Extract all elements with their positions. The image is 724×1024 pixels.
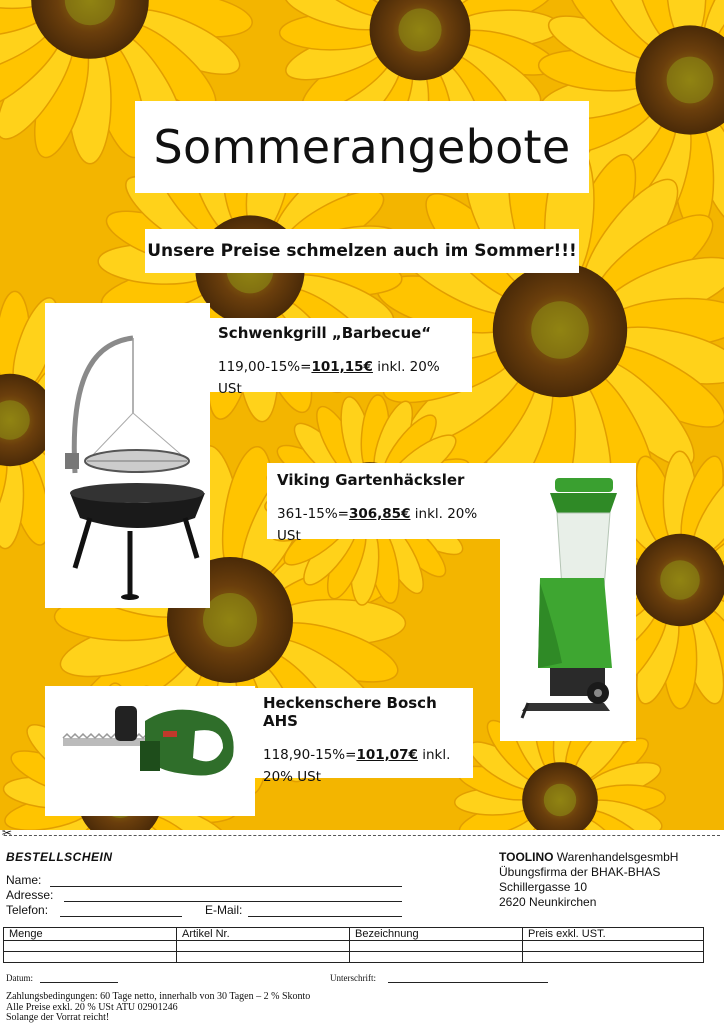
- product-price: 118,90-15%=101,07€ inkl. 20% USt: [263, 747, 451, 785]
- payment-terms: Zahlungsbedingungen: 60 Tage netto, innerhalb von 30 Tagen – 2 % Skonto Alle Preise exkl. 20 % USt ATU 02901246 Solange der Vorrat reicht!: [6, 991, 311, 1023]
- product-price: 119,00-15%=101,15€ inkl. 20% USt: [218, 359, 440, 397]
- grill-image: [45, 303, 210, 608]
- date-field[interactable]: [40, 982, 118, 983]
- product-name: Viking Gartenhäcksler: [277, 471, 465, 489]
- phone-field[interactable]: [60, 916, 182, 917]
- phone-label: Telefon:: [6, 903, 49, 917]
- name-field[interactable]: [50, 886, 402, 887]
- company-info: TOOLINO WarenhandelsgesmbH Übungsfirma der BHAK-BHAS Schillergasse 10 2620 Neunkirchen: [499, 850, 679, 909]
- scissors-icon: ✂: [2, 826, 13, 840]
- cut-line: [4, 835, 720, 836]
- date-label: Datum:: [6, 973, 33, 983]
- order-form-heading: BESTELLSCHEIN: [6, 850, 113, 864]
- subtitle-banner: Unsere Preise schmelzen auch im Sommer!!!: [145, 229, 579, 273]
- product-name: Heckenschere Bosch AHS: [263, 694, 437, 730]
- column-header: Artikel Nr.: [177, 928, 350, 941]
- email-field[interactable]: [248, 916, 402, 917]
- hedge-trimmer-image: [45, 686, 255, 816]
- table-row[interactable]: [4, 941, 704, 952]
- name-label: Name:: [6, 873, 42, 887]
- product-shredder: [267, 463, 507, 544]
- signature-field[interactable]: [388, 982, 548, 983]
- address-label: Adresse:: [6, 888, 54, 902]
- table-row[interactable]: [4, 952, 704, 963]
- product-name: Schwenkgrill „Barbecue“: [218, 324, 432, 342]
- shredder-image: [500, 463, 636, 741]
- address-field[interactable]: [64, 901, 402, 902]
- column-header: Bezeichnung: [350, 928, 523, 941]
- product-grill: [210, 318, 472, 397]
- column-header: Preis exkl. UST.: [523, 928, 704, 941]
- product-price: 361-15%=306,85€ inkl. 20% USt: [277, 506, 478, 544]
- signature-label: Unterschrift:: [330, 973, 376, 983]
- column-header: Menge: [4, 928, 177, 941]
- product-hedge-trimmer: [255, 688, 473, 785]
- email-label: E-Mail:: [205, 903, 243, 917]
- page-title: Sommerangebote: [135, 101, 589, 193]
- order-table: [3, 927, 704, 963]
- order-form: [0, 826, 724, 1024]
